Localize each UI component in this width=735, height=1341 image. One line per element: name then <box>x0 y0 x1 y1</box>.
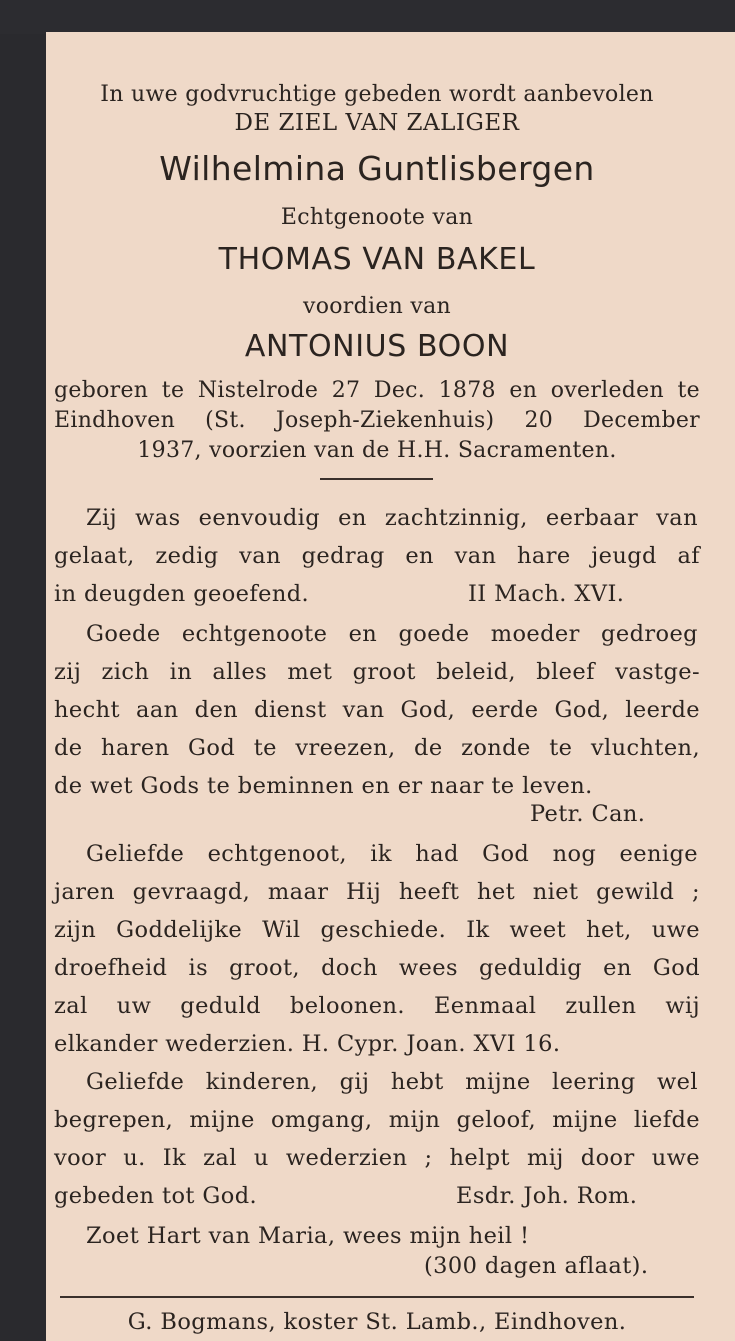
scan-dark-border-left <box>0 0 46 1341</box>
p3-line-2: jaren gevraagd, maar Hij heeft het niet gewild ; <box>54 879 700 905</box>
p2-line-1: Goede echtgenoote en goede moeder gedroeg <box>86 621 698 647</box>
p4-line-2: begrepen, mijne omgang, mijn geloof, mijne liefde <box>54 1107 700 1133</box>
p2-citation: Petr. Can. <box>530 801 646 827</box>
deceased-name: Wilhelmina Guntlisbergen <box>159 149 595 188</box>
birth-line-2: Eindhoven (St. Joseph-Ziekenhuis) 20 December <box>54 408 700 433</box>
intro-line: In uwe godvruchtige gebeden wordt aanbevolen <box>100 82 654 107</box>
p3-line-3: zijn Goddelijke Wil geschiede. Ik weet het, uwe <box>54 917 700 943</box>
p4-citation: Esdr. Joh. Rom. <box>456 1183 638 1209</box>
p4-line-1: Geliefde kinderen, gij hebt mijne leering wel <box>86 1069 698 1095</box>
p3-line-6: elkander wederzien. H. Cypr. Joan. XVI 16. <box>54 1031 561 1057</box>
p2-line-4: de haren God te vreezen, de zonde te vluchten, <box>54 735 700 761</box>
spouse-1: THOMAS VAN BAKEL <box>218 242 536 277</box>
relation-2: voordien van <box>302 294 452 319</box>
p2-line-5: de wet Gods te beminnen en er naar te leven. <box>54 773 593 799</box>
indulgence-line: (300 dagen aflaat). <box>424 1253 649 1279</box>
prayer-line: Zoet Hart van Maria, wees mijn heil ! <box>86 1223 530 1249</box>
relation-1: Echtgenoote van <box>280 205 474 230</box>
p2-line-2: zij zich in alles met groot beleid, bleef vastge- <box>54 659 700 685</box>
p3-line-1: Geliefde echtgenoot, ik had God nog eenige <box>86 841 698 867</box>
p2-line-3: hecht aan den dienst van God, eerde God, leerde <box>54 697 700 723</box>
p1-line-3: in deugden geoefend. <box>54 581 310 607</box>
spouse-2: ANTONIUS BOON <box>244 329 510 364</box>
divider-short <box>320 478 433 480</box>
birth-line-3: 1937, voorzien van de H.H. Sacramenten. <box>137 438 617 463</box>
p1-citation: II Mach. XVI. <box>468 581 625 607</box>
footer-rule <box>60 1296 694 1298</box>
soul-line: DE ZIEL VAN ZALIGER <box>234 110 520 136</box>
scan-dark-border-top <box>0 0 735 34</box>
p4-line-3: voor u. Ik zal u wederzien ; helpt mij door uwe <box>54 1145 700 1171</box>
p1-line-2: gelaat, zedig van gedrag en van hare jeugd af <box>54 543 700 569</box>
p3-line-4: droefheid is groot, doch wees geduldig en God <box>54 955 700 981</box>
p3-line-5: zal uw geduld beloonen. Eenmaal zullen wij <box>54 993 700 1019</box>
p4-line-4: gebeden tot God. <box>54 1183 258 1209</box>
birth-line-1: geboren te Nistelrode 27 Dec. 1878 en overleden te <box>54 378 700 403</box>
p1-line-1: Zij was eenvoudig en zachtzinnig, eerbaar van <box>86 505 698 531</box>
printer-credit: G. Bogmans, koster St. Lamb., Eindhoven. <box>127 1309 627 1335</box>
